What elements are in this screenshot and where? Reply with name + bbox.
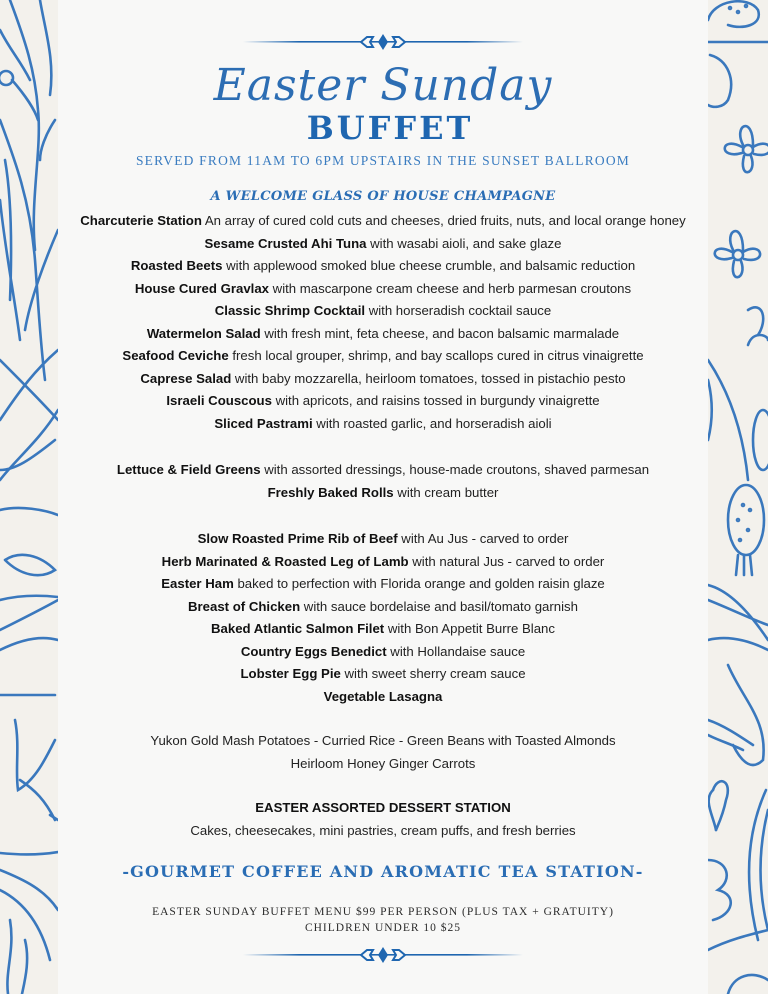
item-desc: with baby mozzarella, heirloom tomatoes, tossed in pistachio pesto: [231, 370, 626, 386]
welcome-heading: A WELCOME GLASS OF HOUSE CHAMPAGNE: [210, 189, 556, 204]
list-item: [58, 368, 708, 391]
list-item: [58, 663, 708, 686]
list-item: [58, 686, 708, 709]
item-name: Baked Atlantic Salmon Filet: [211, 621, 385, 636]
pricing-info: [58, 904, 708, 936]
list-item: [58, 300, 708, 323]
item-desc: with Au Jus - carved to order: [397, 531, 569, 546]
ornament-icon: [243, 947, 523, 963]
list-item: [58, 233, 708, 256]
hot-items-list: [58, 528, 708, 708]
item-name: Lobster Egg Pie: [240, 666, 341, 681]
item-name: Classic Shrimp Cocktail: [214, 303, 366, 318]
item-desc: with wasabi aioli, and sake glaze: [366, 235, 562, 251]
item-name: Roasted Beets: [130, 258, 223, 273]
list-item: [58, 573, 708, 596]
item-name: Slow Roasted Prime Rib of Beef: [197, 531, 398, 546]
list-item: [58, 413, 708, 436]
item-desc: with applewood smoked blue cheese crumble, and balsamic reduction: [222, 258, 636, 273]
item-name: Lettuce & Field Greens: [116, 462, 261, 477]
list-item: [58, 323, 708, 346]
top-divider-ornament: [243, 34, 523, 50]
right-floral-border: [708, 0, 768, 994]
dessert-desc: Cakes, cheesecakes, mini pastries, cream puffs, and fresh berries: [190, 822, 576, 838]
item-desc: with sweet sherry cream sauce: [340, 666, 526, 681]
adult-price: EASTER SUNDAY BUFFET MENU $99 PER PERSON (PLUS TAX + GRATUITY): [152, 906, 614, 918]
item-desc: with natural Jus - carved to order: [408, 553, 605, 569]
list-item: [58, 210, 708, 233]
ornament-icon: [243, 34, 523, 50]
list-item: [58, 596, 708, 619]
item-desc: with horseradish cocktail sauce: [365, 303, 552, 318]
salad-items-list: [58, 459, 708, 504]
list-item: [58, 641, 708, 664]
child-price: CHILDREN UNDER 10 $25: [304, 922, 462, 934]
list-item: [58, 255, 708, 278]
item-name: Watermelon Salad: [146, 325, 261, 341]
list-item: [58, 459, 708, 482]
bottom-divider-ornament: [243, 947, 523, 963]
item-desc: with roasted garlic, and horseradish aioli: [312, 415, 552, 431]
list-item: [58, 482, 708, 505]
coffee-station-heading: -GOURMET COFFEE AND AROMATIC TEA STATION-: [122, 862, 644, 881]
sides-list: [58, 730, 708, 775]
item-name: House Cured Gravlax: [134, 280, 269, 296]
item-name: Vegetable Lasagna: [323, 688, 443, 704]
script-title: Easter Sunday: [213, 60, 553, 111]
item-name: Caprese Salad: [140, 370, 232, 386]
item-name: Israeli Couscous: [166, 393, 272, 408]
item-name: Easter Ham: [161, 576, 234, 591]
item-desc: with sauce bordelaise and basil/tomato garnish: [300, 598, 578, 614]
item-name: Charcuterie Station: [80, 213, 202, 228]
item-desc: with apricots, and raisins tossed in burgundy vinaigrette: [271, 393, 600, 408]
item-desc: fresh local grouper, shrimp, and bay scallops cured in citrus vinaigrette: [228, 348, 644, 363]
item-name: Seafood Ceviche: [122, 348, 229, 363]
menu-page: [58, 0, 708, 994]
item-desc: An array of cured cold cuts and cheeses, dried fruits, nuts, and local orange honey: [201, 213, 686, 228]
item-name: Sesame Crusted Ahi Tuna: [204, 235, 367, 251]
dessert-section: [58, 797, 708, 842]
cold-items-list: [58, 210, 708, 435]
list-item: [58, 551, 708, 574]
list-item: [58, 390, 708, 413]
leaf-vine-icon: [0, 0, 58, 994]
item-desc: baked to perfection with Florida orange and golden raisin glaze: [233, 576, 605, 591]
served-hours: SERVED FROM 11AM TO 6PM UPSTAIRS IN THE SUNSET BALLROOM: [135, 153, 631, 168]
item-name: Breast of Chicken: [188, 598, 301, 614]
item-desc: with mascarpone cream cheese and herb parmesan croutons: [269, 280, 632, 296]
list-item: Yukon Gold Mash Potatoes - Curried Rice - Green Beans with Toasted Almonds: [150, 733, 616, 748]
dessert-heading: EASTER ASSORTED DESSERT STATION: [255, 800, 511, 815]
item-desc: with cream butter: [393, 484, 499, 500]
list-item: Heirloom Honey Ginger Carrots: [290, 755, 476, 771]
item-desc: with assorted dressings, house-made croutons, shaved parmesan: [260, 462, 650, 477]
item-desc: with Hollandaise sauce: [386, 643, 526, 659]
item-name: Country Eggs Benedict: [240, 643, 387, 659]
left-floral-border: [0, 0, 58, 994]
item-name: Herb Marinated & Roasted Leg of Lamb: [161, 553, 409, 569]
item-name: Sliced Pastrami: [214, 415, 313, 431]
list-item: [58, 345, 708, 368]
flower-pattern-icon: [708, 0, 768, 994]
item-name: Freshly Baked Rolls: [267, 484, 394, 500]
page-title: BUFFET: [306, 109, 474, 147]
list-item: [58, 278, 708, 301]
list-item: [58, 618, 708, 641]
item-desc: with fresh mint, feta cheese, and bacon balsamic marmalade: [260, 325, 620, 341]
list-item: [58, 528, 708, 551]
item-desc: with Bon Appetit Burre Blanc: [384, 621, 555, 636]
